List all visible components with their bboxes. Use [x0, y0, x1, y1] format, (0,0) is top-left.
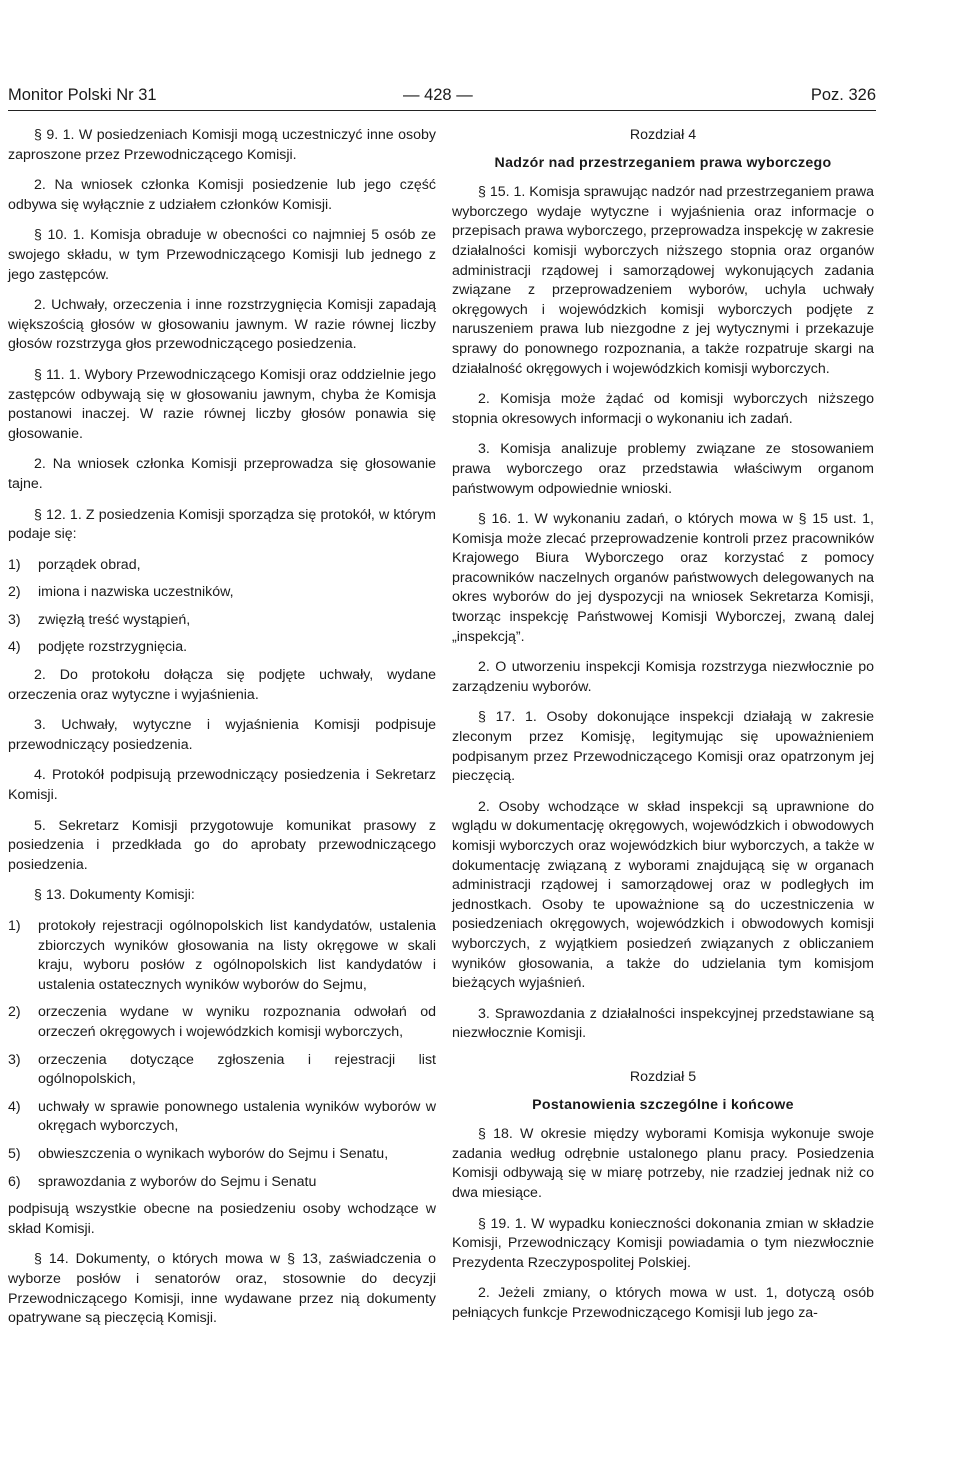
paragraph: 2. Na wniosek członka Komisji przeprowadza się głosowanie tajne.	[8, 456, 436, 492]
paragraph: § 16. 1. W wykonaniu zadań, o których mowa w § 15 ust. 1, Komisja może zlecać przeprowadzenie kontroli przez pracowników Krajowego Biura Wyborczego oraz korzystać z pomocy pracowników naczelnych organów państwowych delegowanych na okres wyborów do jej dyspozycji na wniosek Sekretarza Komisji, tworząc inspekcję Państwowej Komisji Wyborczej, zwaną dalej „inspekcją”.	[452, 511, 874, 645]
paragraph: 2. Do protokołu dołącza się podjęte uchwały, wydane orzeczenia oraz wytyczne i wyjaśnienia.	[8, 667, 436, 703]
list-item-text: sprawozdania z wyborów do Sejmu i Senatu	[38, 1173, 317, 1190]
paragraph: § 19. 1. W wypadku konieczności dokonania zmian w składzie Komisji, Przewodniczący Komisji powiadamia o tym niezwłocznie Prezydenta Rzeczypospolitej Polskiej.	[452, 1215, 874, 1271]
paragraph: § 9. 1. W posiedzeniach Komisji mogą uczestniczyć inne osoby zaproszone przez Przewodniczącego Komisji.	[8, 127, 436, 163]
paragraph: 5. Sekretarz Komisji przygotowuje komunikat prasowy z posiedzenia i przedkłada go do aprobaty przewodniczącego posiedzenia.	[8, 817, 436, 873]
left-column	[8, 126, 436, 1340]
header-rule	[8, 110, 876, 111]
list-item	[8, 1145, 436, 1165]
list-item	[8, 556, 436, 576]
paragraph: § 18. W okresie między wyborami Komisja wykonuje swoje zadania według odrębnie ustalonego planu pracy. Posiedzenia Komisji odbywają się w miarę potrzeby, nie rzadziej jednak niż co dwa miesiące.	[452, 1126, 874, 1201]
list-item-text: podjęte rozstrzygnięcia.	[38, 639, 188, 656]
paragraph: 3. Komisja analizuje problemy związane ze stosowaniem prawa wyborczego oraz przedstawia właściwym organom państwowym odpowiednie wnioski.	[452, 441, 874, 497]
paragraph: 2. Uchwały, orzeczenia i inne rozstrzygnięcia Komisji zapadają większością głosów w głosowaniu jawnym. W razie równej liczby głosów rozstrzyga głos przewodniczącego posiedzenia.	[8, 297, 436, 353]
list-item	[8, 1173, 436, 1193]
list-item	[8, 638, 436, 658]
list-item-number: 6)	[8, 1173, 21, 1190]
list-item-number: 4)	[8, 1098, 21, 1115]
list-item-text: uchwały w sprawie ponownego ustalenia wyników wyborów w okręgach wyborczych,	[38, 1098, 436, 1135]
position-number: Poz. 326	[810, 86, 876, 104]
list-item	[8, 1003, 436, 1042]
paragraph: § 13. Dokumenty Komisji:	[34, 887, 195, 904]
list-item-number: 4)	[8, 639, 21, 656]
paragraph: 4. Protokół podpisują przewodniczący posiedzenia i Sekretarz Komisji.	[8, 767, 436, 804]
list-item-number: 1)	[8, 556, 21, 573]
list-item-text: orzeczenia wydane w wyniku rozpoznania odwołań od orzeczeń okręgowych i wojewódzkich komisji wyborczych,	[38, 1004, 436, 1040]
chapter-title: Nadzór nad przestrzeganiem prawa wyborczego	[494, 154, 832, 171]
list-item-text: orzeczenia dotyczące zgłoszenia i rejestracji list ogólnopolskich,	[38, 1051, 436, 1088]
page-header	[8, 86, 876, 112]
list-item-number: 5)	[8, 1145, 21, 1162]
list-item	[8, 917, 436, 995]
paragraph: 2. Komisja może żądać od komisji wyborczych niższego stopnia okresowych informacji o wykonaniu ich zadań.	[452, 391, 874, 427]
paragraph: 3. Sprawozdania z działalności inspekcyjnej przedstawiane są niezwłocznie Komisji.	[452, 1005, 874, 1042]
paragraph: 3. Uchwały, wytyczne i wyjaśnienia Komisji podpisuje przewodniczący posiedzenia.	[8, 717, 436, 753]
list-item-number: 1)	[8, 918, 21, 934]
list-item-number: 2)	[8, 584, 21, 601]
paragraph: § 14. Dokumenty, o których mowa w § 13, zaświadczenia o wyborze posłów i senatorów oraz, stosownie do decyzji Przewodniczącego Komisji, inne wydawane przez nią dokumenty opatrywane są pieczęcią Komisji.	[8, 1251, 436, 1327]
list-item-number: 2)	[8, 1004, 21, 1021]
paragraph: 2. Na wniosek członka Komisji posiedzenie lub jego część odbywa się wyłącznie z udziałem członków Komisji.	[8, 177, 436, 213]
list-item-text: obwieszczenia o wynikach wyborów do Sejmu i Senatu,	[38, 1145, 389, 1162]
list-item-text: protokoły rejestracji ogólnopolskich list kandydatów, ustalenia zbiorczych wyników głosowania na listy okręgowe w skali kraju, wyboru posłów z ogólnopolskich list kandydatów i ustalenia ostatecznych wyników wyborów do Sejmu,	[38, 918, 436, 993]
paragraph: § 17. 1. Osoby dokonujące inspekcji działają w zakresie zleconym przez Komisję, legitymując się upoważnieniem podpisanym przez Przewodniczącego Komisji oraz opatrzonym jej pieczęcią.	[452, 709, 874, 785]
list-item	[8, 1051, 436, 1090]
page-number: — 428 —	[403, 86, 473, 104]
chapter-title: Postanowienia szczególne i końcowe	[532, 1096, 794, 1113]
chapter-heading: Rozdział 4	[629, 127, 697, 143]
list-item	[8, 583, 436, 603]
list-item-number: 3)	[8, 611, 21, 628]
list-item-text: zwięzłą treść wystąpień,	[38, 611, 191, 628]
list-item	[8, 611, 436, 631]
paragraph: 2. O utworzeniu inspekcji Komisja rozstrzyga niezwłocznie po zarządzeniu wyborów.	[452, 659, 874, 695]
paragraph: 2. Osoby wchodzące w skład inspekcji są uprawnione do wglądu w dokumentację okręgowych, wojewódzkich i obwodowych komisji wyborczych oraz wojewódzkich biur wyborczych, a także w dokumentację związaną z wyborami znajdującą się w organach administracji rządowej i samorządowej oraz w podległych im jednostkach. Osoby te upoważnione są do uczestniczenia w posiedzeniach okręgowych, wojewódzkich i obwodowych komisji wyborczych, z wyjątkiem posiedzeń związanych z obliczaniem wyników głosowania, a także do udzielania tym komisjom bieżących wyjaśnień.	[452, 798, 874, 992]
list-item	[8, 1098, 436, 1137]
paragraph: § 10. 1. Komisja obraduje w obecności co najmniej 5 osób ze swojego składu, w tym Przewodniczącego Komisji lub jednego z jego zastępców.	[8, 227, 436, 283]
list-item-text: imiona i nazwiska uczestników,	[38, 584, 234, 601]
chapter-heading: Rozdział 5	[629, 1068, 697, 1085]
paragraph: § 12. 1. Z posiedzenia Komisji sporządza się protokół, w którym podaje się:	[8, 506, 436, 543]
paragraph: § 15. 1. Komisja sprawując nadzór nad przestrzeganiem prawa wyborczego wydaje wytyczne i wyjaśnienia oraz informacje o przepisach prawa wyborczego, przeprowadza inspekcję w zakresie działalności komisji wyborczych niższego stopnia oraz organów administracji rządowej i samorządowej wykonujących zadania związane z przeprowadzeniem wyborów, uchyla uchwały okręgowych i wojewódzkich komisji wyborczych podjęte z naruszeniem prawa lub niezgodne z jej wytycznymi i przekazuje sprawy do ponownego rozpoznania, a także rozpatruje skargi na działalność okręgowych i wojewódzkich komisji wyborczych.	[452, 184, 874, 377]
publication-title: Monitor Polski Nr 31	[8, 86, 157, 104]
list-item-number: 3)	[8, 1051, 21, 1068]
paragraph-continuation: podpisują wszystkie obecne na posiedzeniu osoby wchodzące w skład Komisji.	[8, 1201, 436, 1237]
paragraph: 2. Jeżeli zmiany, o których mowa w ust. 1, dotyczą osób pełniących funkcje Przewodniczącego Komisji lub jego za-	[452, 1285, 874, 1321]
paragraph: § 11. 1. Wybory Przewodniczącego Komisji oraz oddzielnie jego zastępców odbywają się w głosowaniu jawnym, chyba że Komisja postanowi inaczej. W razie równej liczby głosów ponawia się głosowanie.	[8, 366, 436, 442]
list-item-text: porządek obrad,	[38, 556, 141, 573]
right-column	[452, 126, 874, 1334]
